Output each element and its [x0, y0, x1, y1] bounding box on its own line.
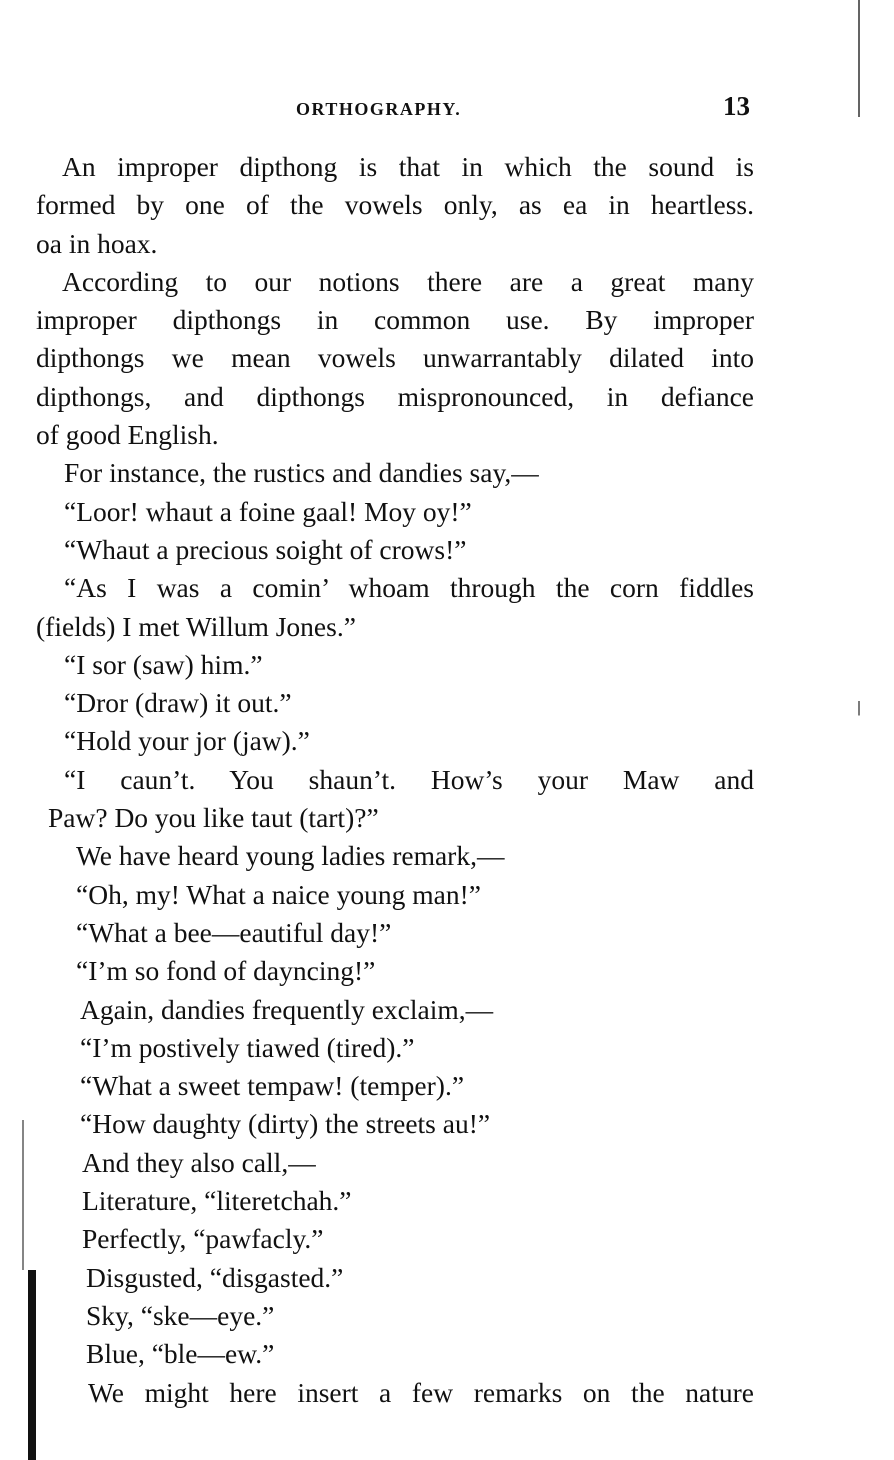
text-line: Again, dandies frequently exclaim,— [80, 993, 494, 1025]
text-line: Paw? Do you like taut (tart)?” [48, 802, 379, 834]
text-line: “Hold your jor (jaw).” [64, 725, 310, 757]
text-line: “Loor! whaut a foine gaal! Moy oy!” [64, 495, 472, 527]
text-line: Literature, “literetchah.” [82, 1185, 352, 1217]
page-body [36, 148, 754, 1412]
scan-edge-mark [28, 1270, 36, 1460]
text-line: dipthongs we mean vowels unwarrantably dilated into [36, 342, 754, 374]
text-line: “I’m postively tiawed (tired).” [80, 1031, 415, 1063]
text-line: An improper dipthong is that in which the sound is [62, 151, 754, 182]
scan-edge-mark [22, 1120, 24, 1270]
text-line: “How daughty (dirty) the streets au!” [80, 1108, 491, 1140]
text-line: “I’m so fond of dayncing!” [76, 955, 376, 987]
text-line: We might here insert a few remarks on the nature [88, 1376, 754, 1408]
page-number: 13 [723, 91, 750, 121]
text-line: improper dipthongs in common use. By improper [36, 304, 754, 336]
text-line: “What a sweet tempaw! (temper).” [80, 1070, 465, 1102]
text-line: Perfectly, “pawfacly.” [82, 1223, 324, 1255]
text-line: Sky, “ske—eye.” [86, 1299, 275, 1331]
text-line: According to our notions there are a great many [62, 265, 754, 297]
text-line: “What a bee—eautiful day!” [76, 916, 392, 948]
text-line: of good English. [36, 419, 219, 451]
text-line: “Whaut a precious soight of crows!” [64, 533, 467, 565]
text-line: Disgusted, “disgasted.” [86, 1261, 344, 1293]
text-line: And they also call,— [82, 1146, 316, 1178]
text-line: “I caun’t. You shaun’t. How’s your Maw and [64, 763, 754, 795]
scan-edge-mark [858, 0, 860, 1460]
text-line: “As I was a comin’ whoam through the corn fiddles [64, 572, 754, 604]
text-line: oa in hoax. [36, 227, 158, 259]
text-line: formed by one of the vowels only, as ea in heartless. [36, 189, 754, 221]
text-line: dipthongs, and dipthongs mispronounced, in defiance [36, 380, 754, 412]
text-line: (fields) I met Willum Jones.” [36, 610, 356, 642]
running-title: ORTHOGRAPHY. [296, 99, 462, 119]
text-line: “Oh, my! What a naice young man!” [76, 878, 481, 910]
text-line: For instance, the rustics and dandies say,— [64, 457, 539, 489]
text-line: We have heard young ladies remark,— [76, 840, 505, 872]
text-line: Blue, “ble—ew.” [86, 1338, 275, 1370]
page-header [36, 91, 750, 125]
text-line: “I sor (saw) him.” [64, 648, 263, 680]
text-line: “Dror (draw) it out.” [64, 687, 292, 719]
